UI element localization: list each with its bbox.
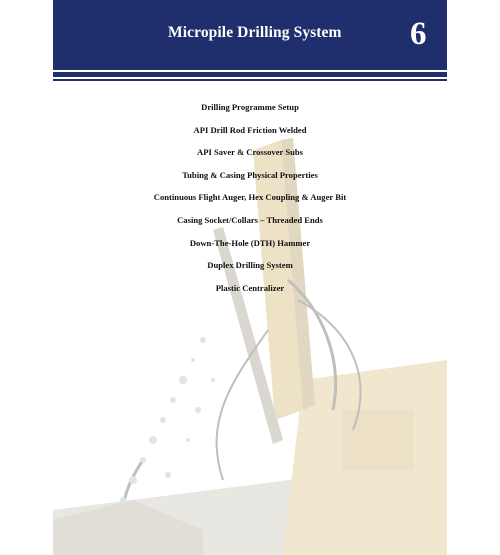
toc-item: API Saver & Crossover Subs	[197, 147, 303, 158]
header-rule-thin	[53, 79, 447, 81]
table-of-contents	[53, 100, 447, 303]
toc-item: Duplex Drilling System	[207, 260, 293, 271]
toc-item: Casing Socket/Collars – Threaded Ends	[177, 214, 323, 225]
toc-item: Tubing & Casing Physical Properties	[182, 169, 318, 180]
toc-item: API Drill Rod Friction Welded	[193, 124, 307, 135]
header-rule-thick	[53, 72, 447, 77]
toc-item: Plastic Centralizer	[215, 282, 285, 293]
chapter-number: 6	[410, 16, 427, 52]
toc-item: Drilling Programme Setup	[201, 102, 299, 112]
page-title: Micropile Drilling System	[168, 24, 342, 41]
toc-item: Continuous Flight Auger, Hex Coupling & Auger Bit	[153, 192, 347, 203]
toc-item: Down-The-Hole (DTH) Hammer	[189, 237, 311, 248]
